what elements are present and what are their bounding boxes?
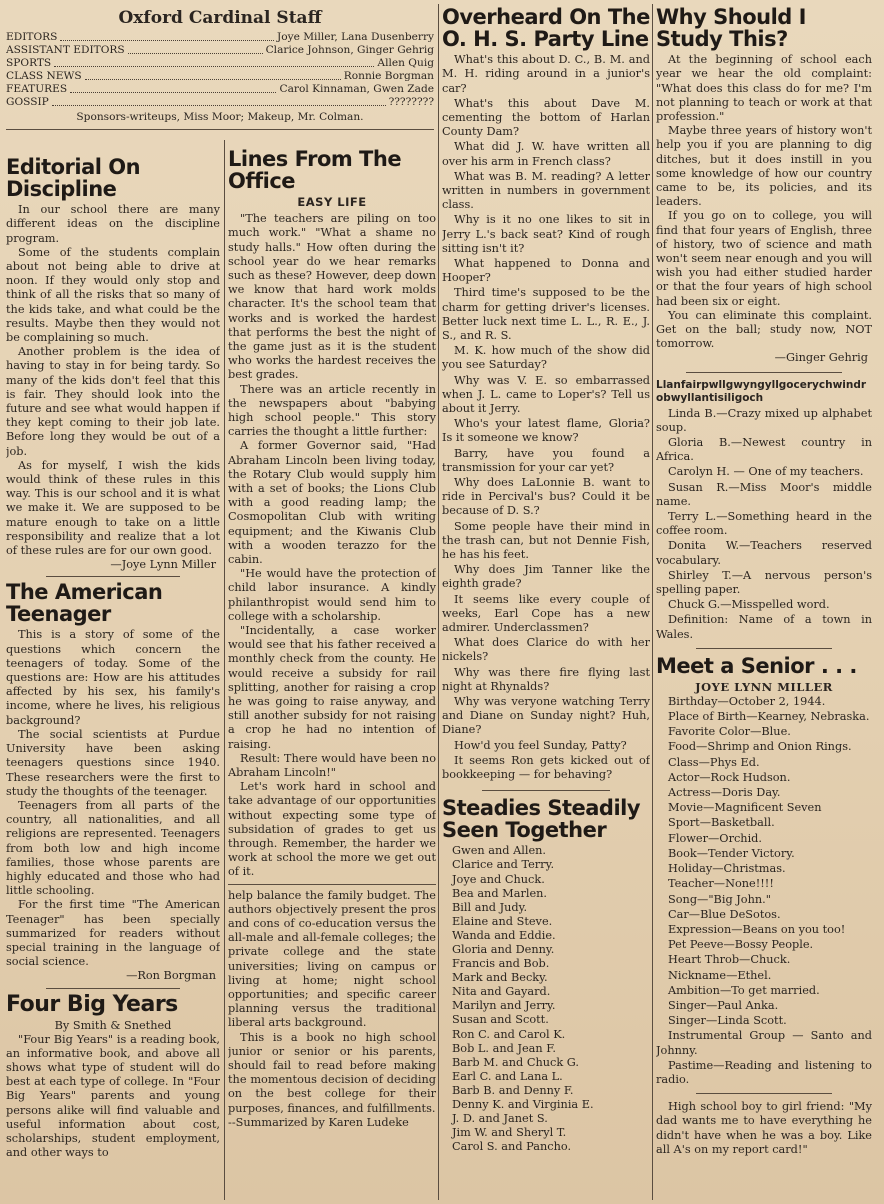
couple-item: Gwen and Allen. (452, 844, 547, 858)
llan-item: Definition: Name of a town in Wales. (656, 613, 872, 641)
gossip-item: What happened to Donna and Hooper? (442, 256, 650, 285)
office-body: "The teachers are piling on too much work." "What a shame no study halls." How often during the school year do we hear remarks such as these? However, deep down we know that hard work molds character. It's the school team that works and is worked the hardest that performs the best the night of the game just as it is the student who works the hardest receives the best grades. There was an article recently in the newspapers about "babying high school people." This story carries the thought a little further: A former Governor said, "Had Abraham Lincoln been living today, the Rotary Club would supply him with a set of books; the Lions Club with a good reading lamp; the Cosmopolitan Club with writing equipment; and the Kiwanis Club with a wooden terazzo for the cabin. "He would have the protection of child labor insurance. A kindly philanthropist would send him to college with a scholarship. "Incidentally, a case worker would see that his father received a monthly check from the county. He would receive a subsidy for rail splitting, another for raising a crop he was going to raise anyway, and still another subsidy for not raising a crop he had no intention of raising. Result: There would have been no Abraham Lincoln!" Let's work hard in school and take advantage of our opportunities without expecting some type of subsidation of grades to get us through. Remember, the harder we work at school the more we get out of it. (228, 212, 436, 879)
llan-item: Donita W.—Teachers reserved vocabulary. (656, 539, 872, 567)
discipline-byline: —Joye Lynn Miller (110, 558, 216, 572)
llan-item: Carolyn H. — One of my teachers. (668, 465, 864, 479)
couple-item: Denny K. and Virginia E. (452, 1098, 594, 1112)
gossip-item: What's this about D. C., B. M. and M. H. riding around in a junior's car? (442, 53, 650, 95)
senior-fact: Instrumental Group — Santo and Johnny. (656, 1029, 872, 1057)
steadies-list (442, 844, 650, 1154)
staff-role: FEATURES (6, 83, 68, 95)
couple-item: Earl C. and Lana L. (452, 1069, 563, 1083)
fouryears-title: Four Big Years (6, 991, 178, 1017)
fouryears-byline: By Smith & Snethed (54, 1018, 172, 1032)
llan-item: Susan R.—Miss Moor's middle name. (656, 480, 872, 508)
gossip-item: What does Clarice do with her nickels? (442, 636, 650, 664)
gossip-item: What's this about Dave M. cementing the bottom of Harlan County Dam? (442, 96, 650, 139)
llan-item: Linda B.—Crazy mixed up alphabet soup. (656, 406, 872, 434)
office-title: Lines From The Office (228, 147, 402, 194)
gossip-item: Why does LaLonnie B. want to ride in Percival's bus? Could it be because of D. S.? (442, 475, 650, 518)
staff-names: Ronnie Borgman (343, 70, 434, 82)
senior-fact: Class—Phys Ed. (668, 755, 760, 769)
senior-fact: Heart Throb—Chuck. (668, 953, 791, 967)
overheard-title: Overheard On The O. H. S. Party Line (442, 5, 650, 52)
llan-item: Gloria B.—Newest country in Africa. (656, 435, 872, 464)
gossip-item: M. K. how much of the show did you see Saturday? (442, 344, 650, 372)
couple-item: Bob L. and Jean F. (452, 1041, 556, 1055)
senior-fact: Actor—Rock Hudson. (668, 770, 791, 784)
gossip-item: How'd you feel Sunday, Patty? (454, 738, 627, 752)
couple-item: Bill and Judy. (452, 900, 528, 914)
fouryears-body: "Four Big Years" is a reading book, an informative book, and above all shows what type of student will do best at each type of college. In "Four Big Years" parents and young persons alike will find valuable and useful information about cost, scholarships, student employment, and other ways to (6, 1032, 220, 1160)
senior-fact: Movie—Magnificent Seven (668, 801, 822, 815)
couple-item: Susan and Scott. (452, 1013, 549, 1027)
couple-item: Barb B. and Denny F. (452, 1083, 574, 1097)
couple-item: Nita and Gayard. (452, 985, 551, 999)
couple-item: Francis and Bob. (452, 957, 550, 971)
senior-fact: Pastime—Reading and listening to radio. (656, 1058, 872, 1086)
senior-fact: Nickname—Ethel. (668, 968, 772, 982)
gossip-item: Why was veryone watching Terry and Diane on Sunday night? Huh, Diane? (442, 695, 650, 737)
gossip-item: What was B. M. reading? A letter written in numbers in government class. (442, 169, 650, 212)
gossip-item: Third time's supposed to be the charm for getting driver's licenses. Better luck next time L. L., R. E., J. S., and R. S. (442, 286, 650, 342)
senior-fact: Pet Peeve—Bossy People. (668, 938, 814, 952)
couple-item: Marilyn and Jerry. (452, 999, 556, 1013)
joke: High school boy to girl friend: "My dad wants me to have everything he didn't have when he was a boy. Like all A's on my report card!" (656, 1100, 872, 1156)
senior-fact: Ambition—To get married. (668, 983, 820, 997)
llan-list (656, 407, 872, 642)
couple-item: Bea and Marlen. (452, 886, 548, 900)
study-title: Why Should I Study This? (656, 5, 806, 52)
gossip-item: Why was V. E. so embarrassed when J. L. came to Loper's? Tell us about it Jerry. (442, 373, 650, 415)
couple-item: Ron C. and Carol K. (452, 1027, 566, 1041)
column-1 (6, 0, 220, 1204)
fouryears-summary: --Summarized by Karen Ludeke (228, 1115, 409, 1129)
llan-item: Chuck G.—Misspelled word. (668, 598, 830, 612)
teenager-body: This is a story of some of the questions which concern the teenagers of today. Some of the questions are: How are his attitudes affected by his sex, his family's income, where he lives, his religious background? The social scientists at Purdue University have been asking teenagers questions since 1940. These researchers were the first to study the thoughts of the teenager. Teenagers from all parts of the country, all nationalities, and all religions are represented. Teenagers from both low and high income families, those whose parents are highly educated and those who had little schooling. For the first time "The American Teenager" has been specially summarized for readers without special training in the language of social science. (6, 628, 220, 969)
gossip-item: It seems like every couple of weeks, Earl Cope has a new admirer. Underclassmen? (442, 592, 650, 635)
staff-names: Clarice Johnson, Ginger Gehrig (265, 44, 434, 56)
gossip-item: Some people have their mind in the trash can, but not Dennie Fish, he has his feet. (442, 519, 650, 561)
senior-fact: Place of Birth—Kearney, Nebraska. (668, 710, 870, 724)
couple-item: Gloria and Denny. (452, 943, 555, 956)
column-4 (656, 0, 872, 1204)
gossip-item: Why was there fire flying last night at Rhynalds? (442, 665, 650, 693)
couple-item: Joye and Chuck. (452, 872, 545, 886)
senior-fact: Teacher—None!!!! (668, 877, 774, 891)
couple-item: Wanda and Eddie. (452, 928, 556, 942)
couple-item: Jim W. and Sheryl T. (452, 1126, 567, 1140)
senior-fact: Food—Shrimp and Onion Rings. (668, 740, 852, 754)
staff-names: Carol Kinnaman, Gwen Zade (279, 83, 434, 95)
couple-item: Clarice and Terry. (452, 858, 555, 872)
senior-fact: Singer—Linda Scott. (668, 1014, 787, 1028)
staff-role: SPORTS (6, 57, 52, 69)
teenager-title: The American Teenager (6, 580, 163, 627)
steadies-title: Steadies Steadily Seen Together (442, 796, 641, 843)
senior-fact: Expression—Beans on you too! (668, 922, 846, 936)
gossip-item: Why is it no one likes to sit in Jerry L.'s back seat? Kind of rough sitting isn't it? (442, 213, 650, 255)
senior-fact: Flower—Orchid. (668, 831, 763, 845)
staff-names: Allen Quig (377, 57, 434, 69)
senior-fact: Car—Blue DeSotos. (668, 907, 781, 921)
column-2 (228, 0, 436, 1204)
senior-title: Meet a Senior . . . (656, 653, 857, 678)
couple-item: J. D. and Janet S. (452, 1112, 548, 1126)
senior-fact: Actress—Doris Day. (668, 786, 781, 800)
staff-names: Joye Miller, Lana Dusenberry (276, 31, 434, 43)
senior-fact: Holiday—Christmas. (668, 862, 786, 876)
discipline-title: Editorial On Discipline (6, 155, 141, 202)
gossip-item: What did J. W. have written all over his arm in French class? (442, 140, 650, 168)
senior-fact: Book—Tender Victory. (668, 846, 795, 860)
couple-item: Elaine and Steve. (452, 914, 553, 928)
gossip-item: Who's your latest flame, Gloria? Is it someone we know? (442, 417, 650, 445)
llan-item: Shirley T.—A nervous person's spelling paper. (656, 568, 872, 596)
study-byline: —Ginger Gehrig (774, 351, 868, 365)
llan-item: Terry L.—Something heard in the coffee room. (656, 509, 872, 538)
senior-fact: Sport—Basketball. (668, 816, 775, 830)
staff-names: ???????? (388, 96, 434, 108)
staff-role: GOSSIP (6, 96, 49, 108)
senior-fact: Birthday—October 2, 1944. (668, 694, 826, 708)
senior-facts (656, 695, 872, 1087)
staff-role: CLASS NEWS (6, 70, 82, 82)
staff-role: ASSISTANT EDITORS (6, 44, 125, 56)
discipline-body: In our school there are many different ideas on the discipline program. Some of the students complain about not being able to drive at noon. If they would only stop and think of all the risks that so many of the kids take, and what could be the results. Maybe then they would not be complaining so much. Another problem is the idea of having to stay in for being tardy. So many of the kids don't feel that this is fair. They should look into the future and see what would happen if they kept coming to their job late. Before long they would be out of a job. As for myself, I wish the kids would think of these rules in this way. This is our school and it is what we make it. We are supposed to be mature enough to take on a little responsibility and realize that a lot of these rules are for our own good. (6, 203, 220, 557)
senior-fact: Song—"Big John." (668, 892, 771, 906)
llan-title: Llanfairpwllgwyngyllgocerychwindrobwyllantisiligoch (656, 378, 867, 404)
staff-title: Oxford Cardinal Staff (118, 8, 322, 28)
office-subtitle: EASY LIFE (297, 195, 367, 210)
senior-fact: Favorite Color—Blue. (668, 725, 791, 739)
study-body: At the beginning of school each year we hear the old complaint: "What does this class do for me? I'm not planning to teach or work at that profession." Maybe three years of history won't help you if you are planning to dig ditches, but it does instill in you some knowledge of how our country came to be, its policies, and its leaders. If you go on to college, you will find that four years of English, three of history, two of science and math won't seem near enough and you will wish you had either studied harder or that the four years of high school had been six or eight. You can eliminate this complaint. Get on the ball; study now, NOT tomorrow. (656, 53, 872, 351)
gossip-item: Why does Jim Tanner like the eighth grade? (442, 563, 650, 591)
fouryears-continuation: help balance the family budget. The authors objectively present the pros and cons of co-education versus the all-male and all-female colleges; the private college and the state universities; living on campus or living at home; night school opportunities; and specific career planning versus the traditional liberal arts background. This is a book no high school junior or senior or his parents, should fail to read before making the momentous decision of deciding on the best college for their purposes, finances, and fulfillments. --Summarized by Karen Ludeke (228, 888, 436, 1129)
staff-footer: Sponsors-writeups, Miss Moor; Makeup, Mr. Colman. (76, 111, 364, 123)
teenager-byline: —Ron Borgman (126, 969, 216, 983)
gossip-item: Barry, have you found a transmission for your car yet? (442, 446, 650, 474)
gossip-item: It seems Ron gets kicked out of bookkeeping — for behaving? (442, 753, 650, 782)
staff-role: EDITORS (6, 31, 58, 43)
overheard-list (442, 53, 650, 782)
couple-item: Barb M. and Chuck G. (452, 1055, 580, 1069)
column-3 (442, 0, 650, 1204)
senior-fact: Singer—Paul Anka. (668, 998, 779, 1012)
senior-name: JOYE LYNN MILLER (695, 679, 833, 694)
couple-item: Carol S. and Pancho. (452, 1140, 572, 1154)
couple-item: Mark and Becky. (452, 971, 548, 985)
